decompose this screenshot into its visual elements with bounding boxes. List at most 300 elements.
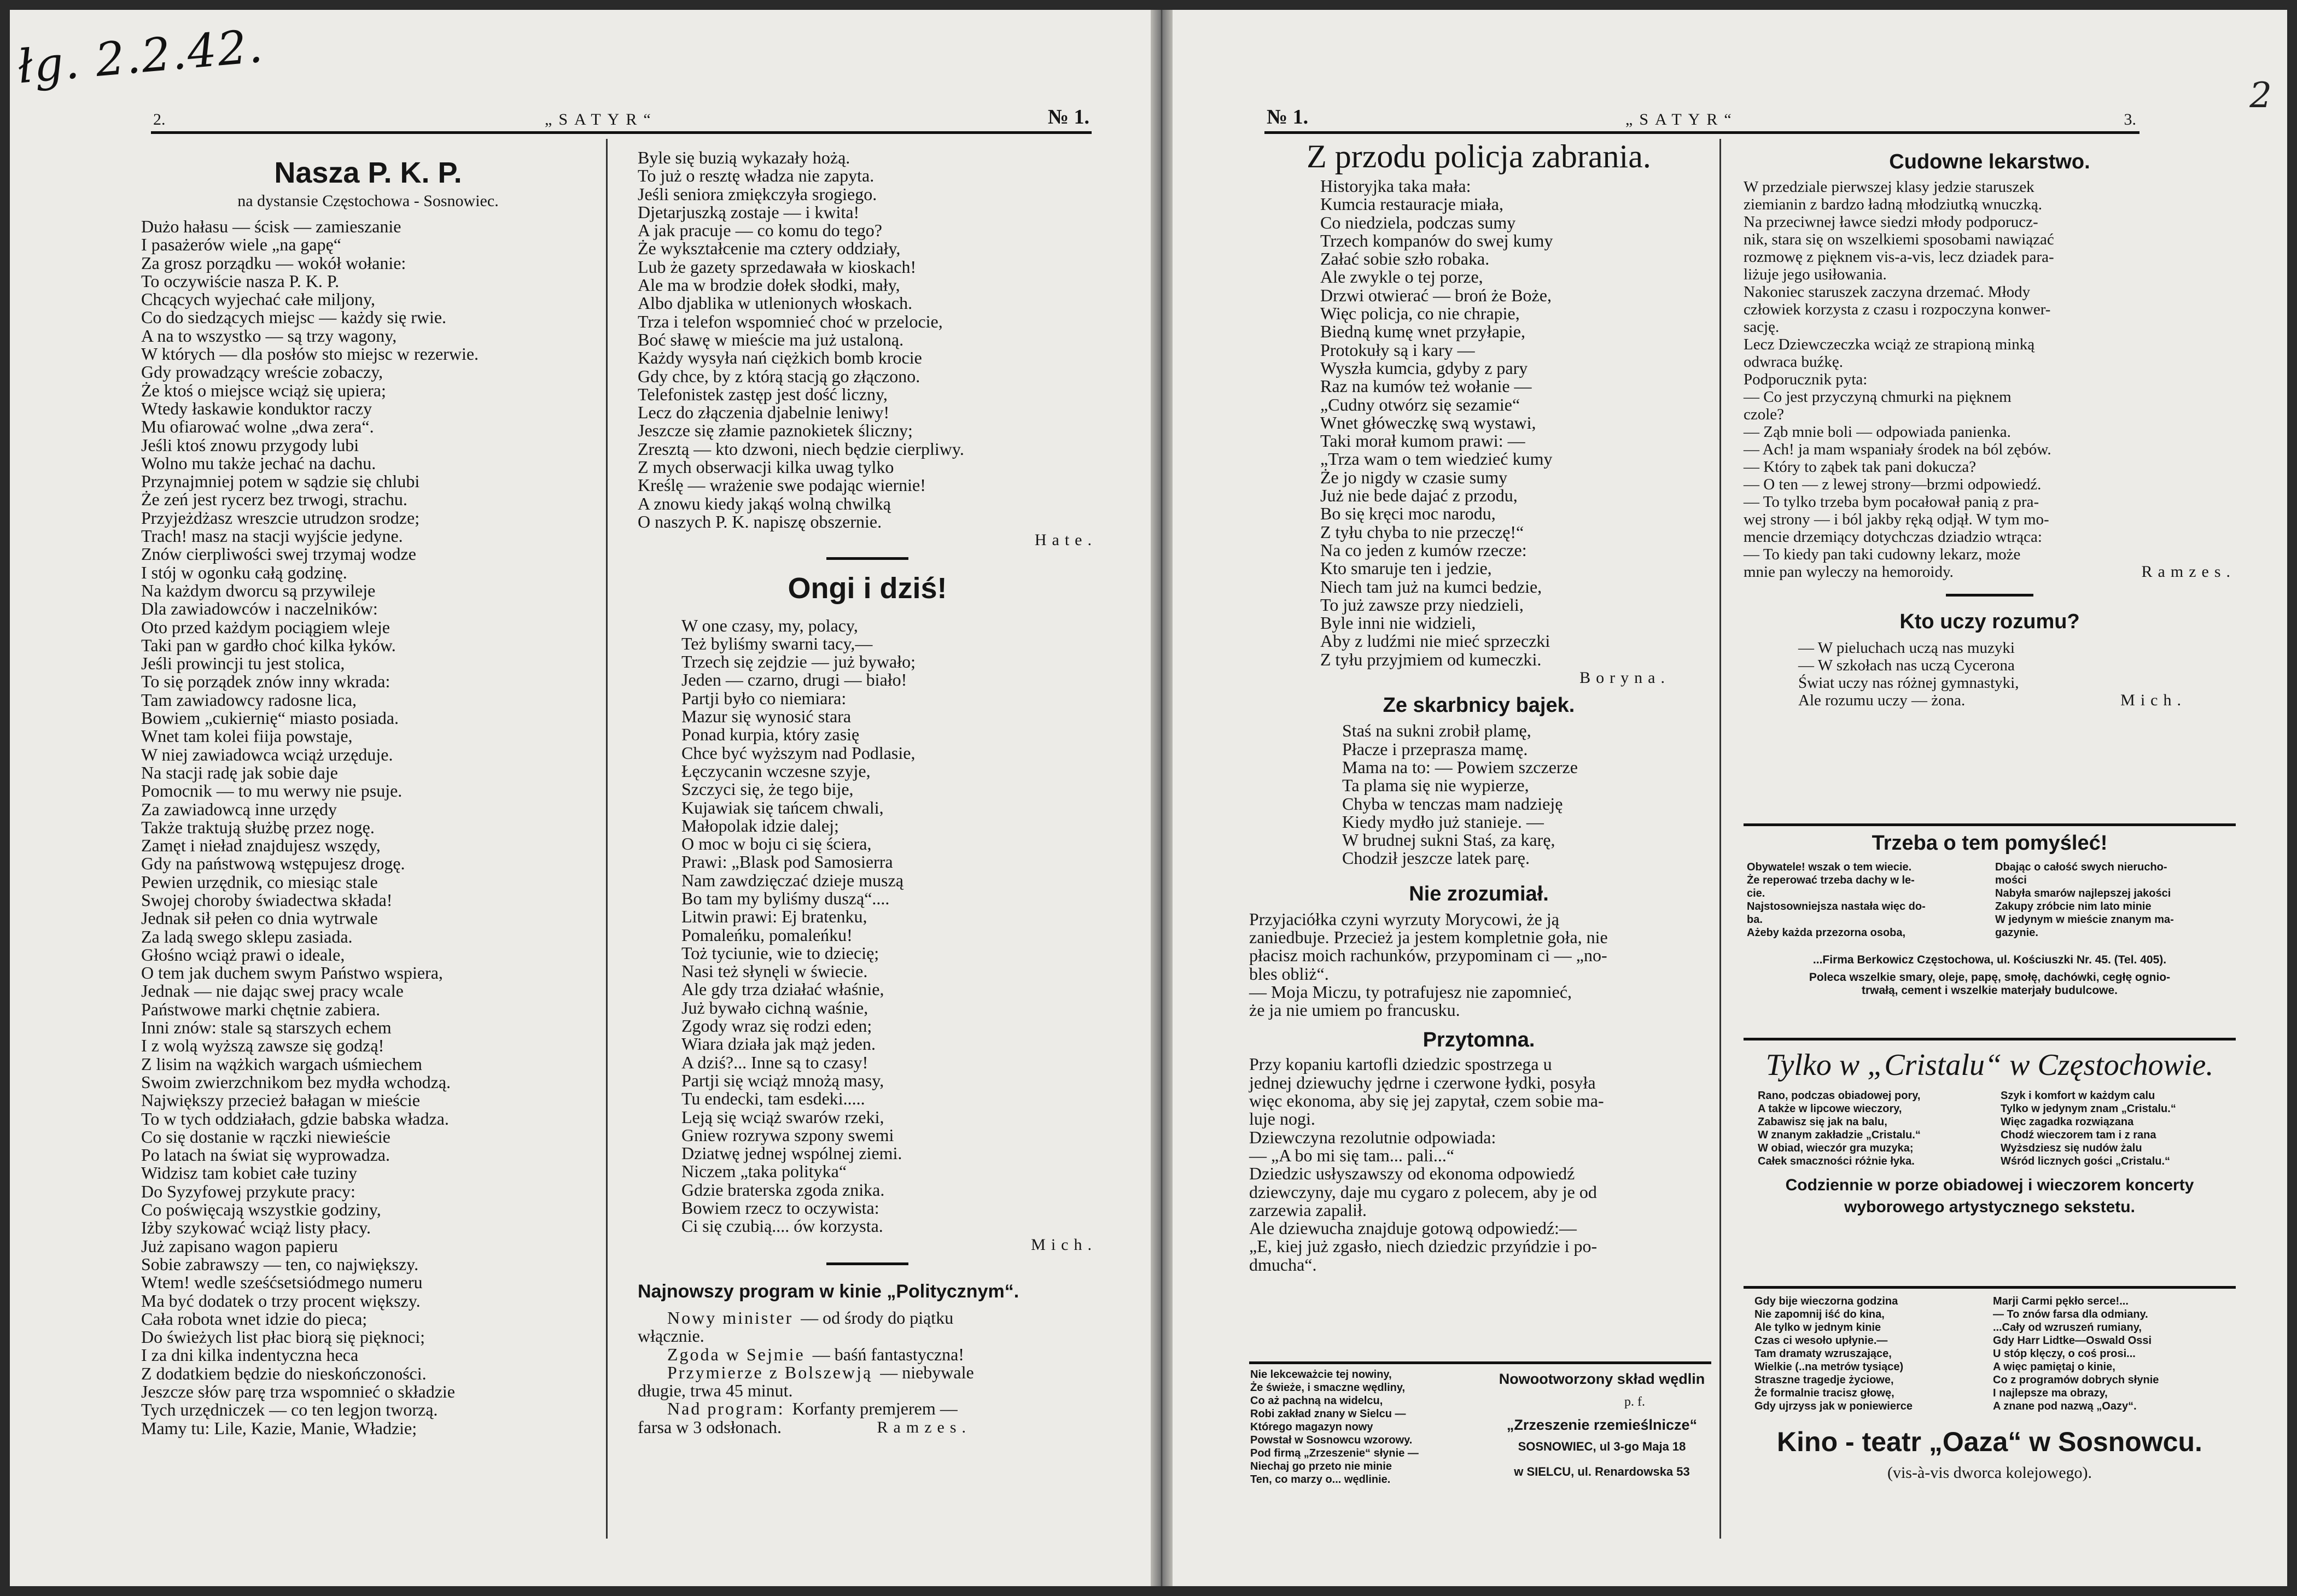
ad-firm: „Zrzeszenie rzemieślnicze“ <box>1506 1417 1698 1433</box>
text-line: Chcących wyjechać całe miljony, <box>141 289 375 309</box>
text-line: zaniedbuje. Przecież ja jestem kompletnie goła, nie <box>1249 927 1608 947</box>
program-item-desc: — niebywale <box>880 1362 974 1382</box>
poem-body <box>638 617 1097 1236</box>
text-line: Nam zawdzięczać dzieje muszą <box>681 870 903 890</box>
text-line: W one czasy, my, polacy, <box>681 615 858 635</box>
text-line: jednej dziewuchy jędrne i czerwone łydki, posyła <box>1249 1072 1596 1092</box>
ad-oaza <box>1744 1295 2236 1485</box>
ad-address: w SIELCU, ul. Renardowska 53 <box>1514 1465 1690 1478</box>
text-line: Mazur się wynosić stara <box>681 706 852 727</box>
text-line: Sobie zabrawszy — ten, co największy. <box>141 1254 419 1274</box>
text-line: Wyżsdziesz się nudów żalu <box>2001 1142 2142 1154</box>
separator <box>826 557 908 560</box>
program-item-desc: Korfanty premjerem — <box>792 1399 958 1419</box>
article-title: Ze skarbnicy bajek. <box>1383 694 1575 717</box>
program-item-name: Przymierze z Bolszewją <box>667 1362 873 1382</box>
text-line: Leją się wciąż swarów rzeki, <box>681 1107 884 1127</box>
text-line: O naszych P. K. napiszę obszernie. <box>638 511 882 531</box>
text-line: Dziedzic usłyszawszy od ekonoma odpowiedź <box>1249 1164 1575 1184</box>
text-line: W jedynym w mieście znanym ma- <box>1995 914 2174 926</box>
text-line: Że zeń jest rycerz bez trwogi, strachu. <box>141 489 407 510</box>
text-line: odwraca buźkę. <box>1744 353 1843 371</box>
ad-firm: ...Firma Berkowicz Częstochowa, ul. Kościuszki Nr. 45. (Tel. 405). <box>1812 954 2167 966</box>
text-line: Inni znów: stale są starszych echem <box>141 1018 392 1038</box>
signature: Hate. <box>1034 531 1097 549</box>
page-gutter <box>1151 10 1173 1586</box>
text-line: że ja nie umiem po francusku. <box>1249 1000 1460 1020</box>
text-line: Za grosz porządku — wokół wołanie: <box>141 253 406 273</box>
text-line: Przy kopaniu kartofli dziedzic spostrzega u <box>1249 1054 1552 1074</box>
program-item-name: Zgoda w Sejmie <box>667 1344 805 1364</box>
program-item-cont: włącznie. <box>638 1326 704 1346</box>
ad-top-rule <box>1744 1286 2236 1289</box>
text-line: I za dni kilka indentyczna heca <box>141 1345 359 1365</box>
text-line: Wtedy łaskawie konduktor raczy <box>141 398 372 418</box>
text-line: Obywatele! wszak o tem wiecie. <box>1747 861 1912 873</box>
text-line: Także traktują służbę przez nogę. <box>141 817 375 837</box>
text-line: „Cudny otwórz się sezamie“ <box>1320 394 1520 414</box>
signature: Ramzes. <box>877 1418 971 1436</box>
text-line: To w tych oddziałach, gdzie babska władza. <box>141 1108 449 1129</box>
text-line: Gdy prowadzący wreście zobaczy, <box>141 362 383 382</box>
text-line: Przyjeżdżasz wreszcie utrudzon srodze; <box>141 507 420 528</box>
header-title: „SATYR“ <box>1625 110 1738 128</box>
signature: Mich. <box>2120 691 2187 709</box>
ad-title: Trzeba o tem pomyśleć! <box>1872 832 2108 855</box>
text-line: Dziatwę jednej wspólnej ziemi. <box>681 1143 902 1164</box>
ad-footer: wyborowego artystycznego sekstetu. <box>1844 1198 2135 1216</box>
text-line: W przedziale pierwszej klasy jedzie staruszek <box>1744 178 2034 196</box>
text-line: Swoim zwierzchnikom bez mydła wchodzą. <box>141 1072 451 1092</box>
text-line: Bo tam my byliśmy duszą“.... <box>681 888 890 908</box>
text-line: Chyba w tenczas mam nadzieję <box>1342 793 1563 814</box>
text-line: To się porządek znów inny wkrada: <box>141 671 390 692</box>
text-line: Co niedziela, podczas sumy <box>1320 212 1516 232</box>
page-number: 2. <box>153 110 166 128</box>
article-title: Cudowne lekarstwo. <box>1889 150 2090 173</box>
text-line: Straszne tragedje życiowe, <box>1754 1374 1894 1386</box>
ad-cristal <box>1744 1048 2236 1218</box>
program-item-desc: — baśń fantastyczna! <box>812 1344 964 1364</box>
text-line: — Który to ząbek tak pani dokucza? <box>1744 458 1977 476</box>
text-line: Toż tyciunie, wie to dziecię; <box>681 943 879 963</box>
text-line: więc ekonoma, aby się jej zapytał, czem sobie ma- <box>1249 1091 1604 1111</box>
prose-body <box>1744 178 2236 581</box>
text-line: Wśród licznych gości „Cristalu.“ <box>2001 1155 2171 1167</box>
text-line: Jeśli seniora zmiękczyła srogiego. <box>638 184 877 204</box>
text-line: mencie drzemiący dotychczas dziadzio wtrąca: <box>1744 528 2042 546</box>
text-line: rozmowę z pięknem vis-a-vis, lecz dziadek para- <box>1744 248 2054 266</box>
text-line: nik, stara się on wszelkiemi sposobami nawiązać <box>1744 231 2054 248</box>
text-line: Djetarjuszką zostaje — i kwita! <box>638 202 860 222</box>
text-line: Raz na kumów też wołanie — <box>1320 376 1532 396</box>
page-number: 3. <box>2124 110 2136 128</box>
program-item-name: Nowy minister <box>667 1307 794 1328</box>
text-line: Też byliśmy swarni tacy,— <box>681 633 873 653</box>
text-line: Płacze i przeprasza mamę. <box>1342 739 1528 759</box>
column-right <box>1744 149 2236 709</box>
text-line: — „A bo mi się tam... pali...“ <box>1249 1145 1455 1165</box>
text-line: mnie pan wyleczy na hemoroidy. <box>1744 563 1954 581</box>
text-line: ...Cały od wzruszeń rumiany, <box>1993 1322 2142 1334</box>
text-line: Z dodatkiem będzie do nieskończoności. <box>141 1363 427 1383</box>
text-line: luje nogi. <box>1249 1109 1315 1129</box>
text-line: Już nie bede dajać z przodu, <box>1320 486 1518 506</box>
text-line: Bowiem rzecz to oczywista: <box>681 1198 879 1218</box>
text-line: Jeszcze słów parę trza wspomnieć o składzie <box>141 1382 455 1401</box>
text-line: Zakupy zróbcie nim lato minie <box>1995 901 2152 913</box>
text-line: Kiedy mydło już stanieje. — <box>1342 811 1544 832</box>
prose-body <box>1249 910 1709 1020</box>
text-line: Jeszcze się złamie paznokietek śliczny; <box>638 420 913 441</box>
article-title: Ongi i dziś! <box>788 571 947 605</box>
text-line: Albo djablika w utlenionych włoskach. <box>638 293 913 313</box>
article-title: Przytomna. <box>1422 1028 1535 1052</box>
text-line: Powstał w Sosnowcu wzorowy. <box>1250 1434 1413 1446</box>
text-line: Dziewczyna rezolutnie odpowiada: <box>1249 1127 1496 1147</box>
text-line: Pomocnik — to mu werwy nie psuje. <box>141 781 403 801</box>
program-item <box>638 1364 1097 1382</box>
text-line: płacisz moich rachunków, przypominam ci — „no- <box>1249 945 1607 966</box>
ad-title: Kino - teatr „Oaza“ w Sosnowcu. <box>1777 1427 2202 1457</box>
text-line: — Ząb mnie boli — odpowiada panienka. <box>1744 423 2011 441</box>
signature: Boryna. <box>1579 669 1670 687</box>
text-line: W znanym zakładzie „Cristalu.“ <box>1758 1129 1921 1141</box>
text-line: Że wykształcenie ma cztery oddziały, <box>638 238 901 259</box>
text-line: Rano, podczas obiadowej pory, <box>1758 1090 1921 1102</box>
column-divider <box>1719 139 1721 1539</box>
handwritten-page-number: 2 <box>2249 75 2272 116</box>
text-line: Partji było co niemiara: <box>681 688 847 708</box>
ad-footer: Codziennie w porze obiadowej i wieczorem koncerty <box>1785 1176 2194 1194</box>
text-line: Bo się kręci moc narodu, <box>1320 504 1496 524</box>
text-line: Z mych obserwacji kilka uwag tylko <box>638 457 894 477</box>
text-line: Partji się wciąż mnożą masy, <box>681 1070 884 1090</box>
text-line: Chodził jeszcze latek parę. <box>1342 848 1530 868</box>
text-line: Na stacji radę jak sobie daje <box>141 762 338 782</box>
program-item-cont: farsa w 3 odsłonach. <box>638 1417 782 1437</box>
text-line: Staś na sukni zrobił plamę, <box>1342 721 1531 741</box>
text-line: Wtem! wedle sześćsetsiódmego numeru <box>141 1272 423 1293</box>
text-line: Ten, co marzy o... wędlinie. <box>1250 1474 1391 1486</box>
text-line: Iżby szykować wciąż listy płacy. <box>141 1218 371 1238</box>
text-line: „Trza wam o tem wiedzieć kumy <box>1320 449 1553 469</box>
text-line: Co do siedzących miejsc — każdy się rwie. <box>141 307 447 328</box>
text-line: Nasi też słynęli w świecie. <box>681 961 868 981</box>
text-line: Niechaj go przeto nie minie <box>1250 1460 1392 1472</box>
text-line: Na przeciwnej ławce siedzi młody podporucz- <box>1744 213 2038 231</box>
text-line: Chce być wyższym nad Podlasie, <box>681 743 916 763</box>
text-line: Podporucznik pyta: <box>1744 371 1868 388</box>
prose-body <box>1249 1055 1709 1274</box>
text-line: Co aż pachną na widelcu, <box>1250 1395 1383 1407</box>
column-divider <box>606 139 608 1539</box>
text-line: W których — dla posłów sto miejsc w rezerwie. <box>141 344 479 364</box>
text-line: Do Syzyfowej przykute pracy: <box>141 1181 355 1201</box>
text-line: Z tyłu chyba to nie przeczę!“ <box>1320 522 1524 542</box>
column-right <box>638 149 1097 1436</box>
text-line: Drzwi otwierać — broń że Boże, <box>1320 285 1552 305</box>
text-line: Mama na to: — Powiem szczerze <box>1342 757 1578 777</box>
text-line: Z tyłu przyjmiem od kumeczki. <box>1320 649 1542 669</box>
text-line: A znowu kiedy jakąś wolną chwilką <box>638 493 891 513</box>
text-line: Ale zwykle o tej porze, <box>1320 267 1483 287</box>
text-line: — To znów farsa dla odmiany. <box>1993 1308 2148 1320</box>
text-line: Którego magazyn nowy <box>1250 1421 1373 1433</box>
text-line: Marji Carmi pękło serce!... <box>1993 1295 2129 1307</box>
left-page <box>10 10 1151 1586</box>
text-line: Taki morał kumom prawi: — <box>1320 431 1525 451</box>
ad-title: Tylko w „Cristalu“ w Częstochowie. <box>1765 1048 2214 1082</box>
text-line: Łęczycanin wczesne szyje, <box>681 761 871 781</box>
text-line: ziemianin z bardzo ładną młodziutką wnuczką. <box>1744 196 2042 213</box>
text-line: Ci się czubią.... ów korzysta. <box>681 1216 883 1236</box>
text-line: Aby z ludźmi nie mieć sprzeczki <box>1320 631 1550 651</box>
text-line: Litwin prawi: Ej bratenku, <box>681 907 867 927</box>
text-line: Że świeże, i smaczne wędliny, <box>1250 1382 1406 1394</box>
text-line: Lecz do złączenia djabelnie leniwy! <box>638 402 890 423</box>
text-line: Już zapisano wagon papieru <box>141 1236 338 1256</box>
program-item <box>638 1400 1097 1418</box>
text-line: Że reperować trzeba dachy w le- <box>1747 874 1915 886</box>
text-line: Protokuły są i kary — <box>1320 340 1475 360</box>
text-line: Tam zawiadowcy radosne lica, <box>141 689 357 710</box>
ad-offer: Poleca wszelkie smary, oleje, papę, smołę, dachówki, cegłę ognio- <box>1809 971 2171 984</box>
text-line: Mamy tu: Lile, Kazie, Manie, Władzie; <box>141 1418 417 1438</box>
text-line: Do świeżych list płac biorą się pięknoci; <box>141 1327 425 1347</box>
ad-berkowicz <box>1744 830 2236 997</box>
text-line: — Co jest przyczyną chmurki na pięknem <box>1744 388 2012 406</box>
text-line: Za zawiadowcą inne urzędy <box>141 799 337 819</box>
text-line: Gdy bije wieczorna godzina <box>1754 1295 1898 1307</box>
text-line: Kujawiak się tańcem chwali, <box>681 797 884 817</box>
text-line: — W szkołach nas uczą Cycerona <box>1798 657 2015 674</box>
text-line: Więc policja, co nie chrapie, <box>1320 303 1520 324</box>
handwritten-date: łg. 2.2.42. <box>15 19 266 94</box>
text-line: dmucha“. <box>1249 1254 1317 1275</box>
text-line: Na co jeden z kumów rzecze: <box>1320 540 1527 560</box>
text-line: Szczyci się, że tego bije, <box>681 779 854 799</box>
text-line: Co poświęcają wszystkie godziny, <box>141 1200 381 1220</box>
text-line: Ma być dodatek o trzy procent większy. <box>141 1290 421 1311</box>
ad-wedlin-rhyme <box>1250 1368 1480 1486</box>
text-line: Głośno wciąż prawi o ideale, <box>141 944 345 964</box>
text-line: Ażeby każda przezorna osoba, <box>1747 927 1906 939</box>
text-line: Znów cierpliwości swej trzymaj wodze <box>141 544 416 564</box>
right-page <box>1173 10 2287 1586</box>
text-line: Cała robota wnet idzie do pieca; <box>141 1308 368 1329</box>
text-line: I najlepsze ma obrazy, <box>1993 1387 2108 1399</box>
text-line: Telefonistek zastęp jest dość liczny, <box>638 384 888 404</box>
text-line: Dbając o całość swych nierucho- <box>1995 861 2167 873</box>
text-line: cie. <box>1747 887 1765 899</box>
text-line: — To tylko trzeba bym pocałował panią z pra- <box>1744 493 2039 511</box>
text-line: A dziś?... Inne są to czasy! <box>681 1052 868 1072</box>
text-line: — Ach! ja mam wspaniały środek na ból zębów. <box>1744 441 2051 458</box>
text-line: Boć sławę w mieście ma już ustaloną. <box>638 329 904 349</box>
text-line: Widzisz tam kobiet całe tuziny <box>141 1163 358 1183</box>
article-title: Nasza P. K. P. <box>274 156 462 189</box>
text-line: Trzech się zejdzie — już bywało; <box>681 652 916 672</box>
text-line: bles obliż“. <box>1249 963 1329 984</box>
text-line: Biedną kumę wnet przyłapie, <box>1320 321 1525 342</box>
article-title: Najnowszy program w kinie „Politycznym“. <box>638 1281 1019 1302</box>
text-line: Więc zagadka rozwiązana <box>2001 1116 2134 1128</box>
text-line: Całek smaczności różnie łyka. <box>1758 1155 1915 1167</box>
text-line: Czas ci wesoło upłynie.— <box>1754 1335 1888 1347</box>
ad-top-rule <box>1744 1038 2236 1040</box>
text-line: Nakoniec staruszek zaczyna drzemać. Młody <box>1744 283 2031 301</box>
text-line: I z wolą wyższą zawsze się godzą! <box>141 1036 384 1056</box>
text-line: Jeśli ktoś znowu przygody lubi <box>141 435 359 455</box>
program-list <box>638 1309 1097 1436</box>
column-left <box>141 156 595 1437</box>
text-line: A na to wszystko — są trzy wagony, <box>141 325 397 346</box>
signature: Mich. <box>1031 1235 1097 1254</box>
text-line: zarzewia zapalił. <box>1249 1200 1367 1220</box>
text-line: Zgody wraz się rodzi eden; <box>681 1016 872 1036</box>
ad-address: SOSNOWIEC, ul 3-go Maja 18 <box>1518 1440 1686 1453</box>
text-line: Gdy ujrzyss jak w poniewierce <box>1754 1400 1913 1412</box>
text-line: W obiad, wieczór gra muzyka; <box>1758 1142 1914 1154</box>
text-line: Za ladą swego sklepu zasiada. <box>141 926 353 946</box>
text-line: Jednak sił pełen co dnia wytrwale <box>141 908 378 928</box>
text-line: Historyjka taka mała: <box>1320 176 1471 196</box>
signature: Ramzes. <box>2141 563 2236 581</box>
poem-body <box>1249 177 1709 669</box>
ad-pf: p. f. <box>1624 1395 1645 1409</box>
text-line: Chodź wieczorem tam i z rana <box>2001 1129 2156 1141</box>
text-line: Tu endecki, tam esdeki..... <box>681 1089 865 1109</box>
text-line: Jednak — nie dając swej pracy wcale <box>141 981 404 1001</box>
text-line: Trzech kompanów do swej kumy <box>1320 230 1553 250</box>
text-line: Ale gdy trza działać właśnie, <box>681 979 884 999</box>
issue-number: № 1. <box>1267 106 1309 128</box>
article-title: Nie zrozumiał. <box>1409 882 1549 905</box>
text-line: To już zawsze przy niedzieli, <box>1320 594 1524 615</box>
text-line: gazynie. <box>1995 927 2038 939</box>
newspaper-spread <box>10 10 2287 1586</box>
text-line: A także w lipcowe wieczory, <box>1758 1103 1902 1115</box>
text-line: Tam dramaty wzruszające, <box>1754 1348 1892 1360</box>
text-line: Ta plama się nie wypierze, <box>1342 775 1529 796</box>
text-line: To już o resztę władza nie zapyta. <box>638 166 875 186</box>
text-line: Ale tylko w jednym kinie <box>1754 1322 1881 1334</box>
text-line: Co z programów dobrych słynie <box>1993 1374 2159 1386</box>
text-line: Przyjaciółka czyni wyrzuty Morycowi, że ją <box>1249 909 1559 929</box>
text-line: Zresztą — kto dzwoni, niech będzie cierpliwy. <box>638 439 964 459</box>
text-line: Największy przecież bałagan w mieście <box>141 1090 420 1110</box>
text-line: — To kiedy pan taki cudowny lekarz, może <box>1744 546 2021 563</box>
text-line: Gdzie braterska zgoda znika. <box>681 1179 885 1200</box>
text-line: Robi zakład znany w Sielcu — <box>1250 1408 1406 1420</box>
article-title: Kto uczy rozumu? <box>1899 610 2080 633</box>
text-line: Zabawisz się jak na balu, <box>1758 1116 1887 1128</box>
running-header <box>151 107 1092 134</box>
text-line: — O ten — z lewej strony—brzmi odpowiedź. <box>1744 476 2042 493</box>
text-line: Ponad kurpia, który zasię <box>681 724 860 745</box>
text-line: Każdy wysyła nań ciężkich bomb krocie <box>638 348 922 368</box>
ad-wedlin-info <box>1490 1368 1714 1483</box>
text-line: Mu ofiarować wolne „dwa zera“. <box>141 417 374 437</box>
text-line: Byle inni nie widzieli, <box>1320 613 1476 633</box>
text-line: U stóp klęczy, o coś prosi... <box>1993 1348 2136 1360</box>
text-line: Lecz Dziewczeczka wciąż ze strapioną minką <box>1744 336 2035 353</box>
text-line: czole? <box>1744 406 1785 423</box>
text-line: mości <box>1995 874 2027 886</box>
text-line: Dla zawiadowców i naczelników: <box>141 599 378 619</box>
text-line: Nabyła smarów najlepszej jakości <box>1995 887 2171 899</box>
program-item <box>638 1346 1097 1364</box>
text-line: Zamęt i nieład znajdujesz wszędy, <box>141 835 381 856</box>
text-line: Ale rozumu uczy — żona. <box>1798 692 1966 709</box>
text-line: Wolno mu także jechać na dachu. <box>141 453 376 473</box>
poem-body <box>1249 722 1709 867</box>
text-line: Trza i telefon wspomnieć choć w przelocie, <box>638 311 943 331</box>
text-line: Że formalnie tracisz głowę, <box>1754 1387 1894 1399</box>
column-left <box>1249 140 1709 1274</box>
program-item-desc: — od środy do piątku <box>801 1307 954 1328</box>
text-line: I pasażerów wiele „na gapę“ <box>141 235 341 255</box>
ad-top-rule <box>1249 1361 1711 1364</box>
text-line: Niech tam już na kumci bedzie, <box>1320 576 1542 597</box>
text-line: Wielkie (..na metrów tysiące) <box>1754 1361 1904 1373</box>
text-line: Jeden — czarno, drugi — biało! <box>681 670 907 690</box>
text-line: Kto smaruje ten i jedzie, <box>1320 558 1492 578</box>
text-line: Gdy na państwową wstępujesz drogę. <box>141 853 405 874</box>
text-line: Pewien urzędnik, co miesiąc stale <box>141 872 378 892</box>
header-title: „SATYR“ <box>545 110 657 128</box>
text-line: Tych urzędniczek — co ten legjon tworzą. <box>141 1400 438 1420</box>
poem-body <box>141 218 595 1437</box>
text-line: Świat uczy nas różnej gymnastyki, <box>1798 674 2019 692</box>
text-line: Oto przed każdym pociągiem wleje <box>141 617 390 637</box>
text-line: A więc pamiętaj o kinie, <box>1993 1361 2115 1373</box>
text-line: A jak pracuje — co komu do tego? <box>638 220 882 241</box>
ad-subtitle: (vis-à-vis dworca kolejowego). <box>1887 1464 2092 1482</box>
text-line: Gniew rozrywa szpony swemi <box>681 1125 894 1145</box>
text-line: dziewczyny, daje mu cygaro z polecem, aby je od <box>1249 1182 1597 1202</box>
text-line: liżuje jego usiłowania. <box>1744 266 1887 283</box>
ad-offer: trwałą, cement i wszelkie materjały budulcowe. <box>1861 984 2118 997</box>
text-line: Byle się buzią wykazały hożą. <box>638 148 850 167</box>
ad-top-rule <box>1744 823 2236 826</box>
text-line: Wyszła kumcia, gdyby z pary <box>1320 358 1528 378</box>
ad-title: Nowootworzony skład wędlin <box>1499 1371 1705 1387</box>
text-line: Że jo nigdy w czasie sumy <box>1320 467 1508 487</box>
text-line: Kumcia restauracje miała, <box>1320 194 1503 214</box>
text-line: Dużo hałasu — ścisk — zamieszanie <box>141 217 401 236</box>
text-line: Nie lekceważcie tej nowiny, <box>1250 1369 1392 1381</box>
poem-continuation <box>638 149 1097 531</box>
text-line: Niczem „taka polityka“ <box>681 1161 847 1182</box>
text-line: A znane pod nazwą „Oazy“. <box>1993 1400 2137 1412</box>
text-line: Taki pan w gardło choć kilka łyków. <box>141 635 396 655</box>
text-line: W niej zawiadowca wciąż urzęduje. <box>141 744 393 764</box>
text-line: sację. <box>1744 318 1780 336</box>
text-line: I stój w ogonku całą godzinę. <box>141 562 347 582</box>
text-line: Wnet tam kolei fiija powstaje, <box>141 726 353 746</box>
running-header <box>1264 107 2139 134</box>
text-line: Bowiem „cukiernię“ miasto posiada. <box>141 708 399 728</box>
text-line: wej strony — i ból jakby ręką odjął. W tym mo- <box>1744 511 2049 528</box>
text-line: To oczywiście nasza P. K. P. <box>141 271 340 291</box>
program-item-cont: długie, trwa 45 minut. <box>638 1381 793 1401</box>
text-line: Co się dostanie w rączki niewieście <box>141 1126 390 1147</box>
text-line: O tem jak duchem swym Państwo wspiera, <box>141 963 443 983</box>
program-item <box>638 1309 1097 1327</box>
text-line: Po latach na świat się wyprowadza. <box>141 1145 390 1165</box>
